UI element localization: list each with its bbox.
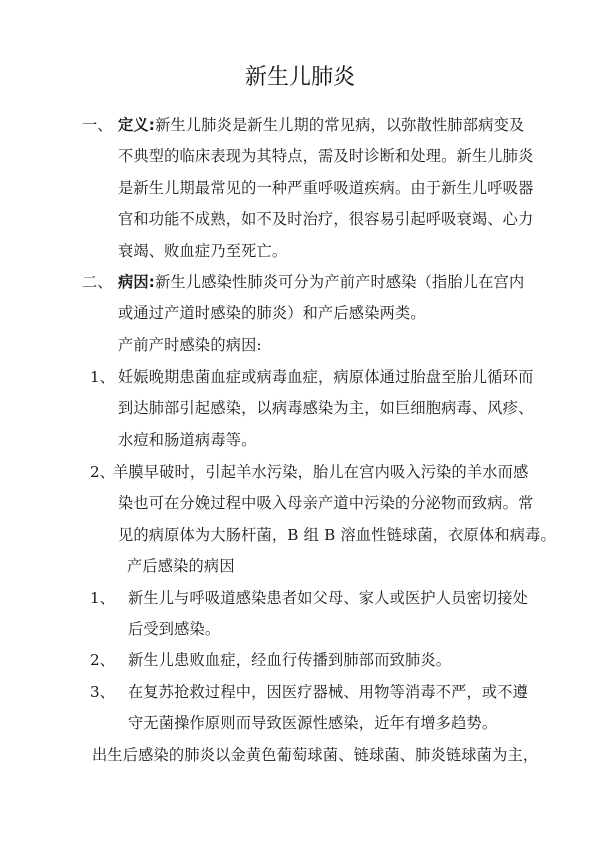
heading-colon: : [148,273,156,291]
list-item-line: 羊膜早破时，引起羊水污染，胎儿在宫内吸入污染的羊水而感 [113,463,529,481]
section-marker: 一、 [82,116,113,134]
list-item-line: 后受到感染。 [128,620,221,638]
list-marker: 3、 [90,683,115,701]
etiology-first-line [118,272,524,292]
list-marker: 2、 [90,463,115,481]
paragraph-line: 新生儿肺炎是新生儿期的常见病，以弥散性肺部病变及 [155,116,525,134]
list-item-line: 到达肺部引起感染，以病毒感染为主，如巨细胞病毒、风疹、 [118,399,534,417]
document-title: 新生儿肺炎 [244,65,355,90]
list-item-line: 守无菌操作原则而导致医源性感染，近年有增多趋势。 [128,714,498,732]
section-heading: 定义 [118,116,149,134]
paragraph-line: 官和功能不成熟，如不及时治疗，很容易引起呼吸衰竭、心力 [118,210,534,228]
section-heading: 病因 [118,273,149,291]
list-marker: 2、 [90,651,115,669]
list-item-line: 水痘和肠道病毒等。 [118,431,257,449]
paragraph-line: 新生儿感染性肺炎可分为产前产时感染（指胎儿在宫内 [155,273,525,291]
list-item-line: 新生儿患败血症，经血行传播到肺部而致肺炎。 [128,651,452,669]
list-item-line: 在复苏抢救过程中，因医疗器械、用物等消毒不严，或不遵 [128,683,529,701]
paragraph-line: 不典型的临床表现为其特点，需及时诊断和处理。新生儿肺炎 [118,147,534,165]
section-marker: 二、 [82,273,113,291]
closing-line: 出生后感染的肺炎以金黄色葡萄球菌、链球菌、肺炎链球菌为主， [92,746,539,764]
prenatal-subheading: 产前产时感染的病因: [118,336,262,354]
paragraph-line: 或通过产道时感染的肺炎）和产后感染两类。 [118,304,426,322]
paragraph-line: 是新生儿期最常见的一种严重呼吸道疾病。由于新生儿呼吸器 [118,179,534,197]
heading-colon: : [148,116,156,134]
list-item-line: 染也可在分娩过程中吸入母亲产道中污染的分泌物而致病。常 [118,494,534,512]
list-marker: 1、 [90,589,115,607]
list-marker: 1、 [90,368,115,386]
list-item-line: 新生儿与呼吸道感染患者如父母、家人或医护人员密切接处 [128,589,529,607]
postnatal-subheading: 产后感染的病因 [127,557,235,575]
paragraph-line: 衰竭、败血症乃至死亡。 [118,242,288,260]
list-item-line: 见的病原体为大肠杆菌，B 组 B 溶血性链球菌，衣原体和病毒。 [118,526,556,544]
list-item-line: 妊娠晚期患菌血症或病毒血症，病原体通过胎盘至胎儿循环而 [118,368,534,386]
definition-first-line [118,115,524,135]
